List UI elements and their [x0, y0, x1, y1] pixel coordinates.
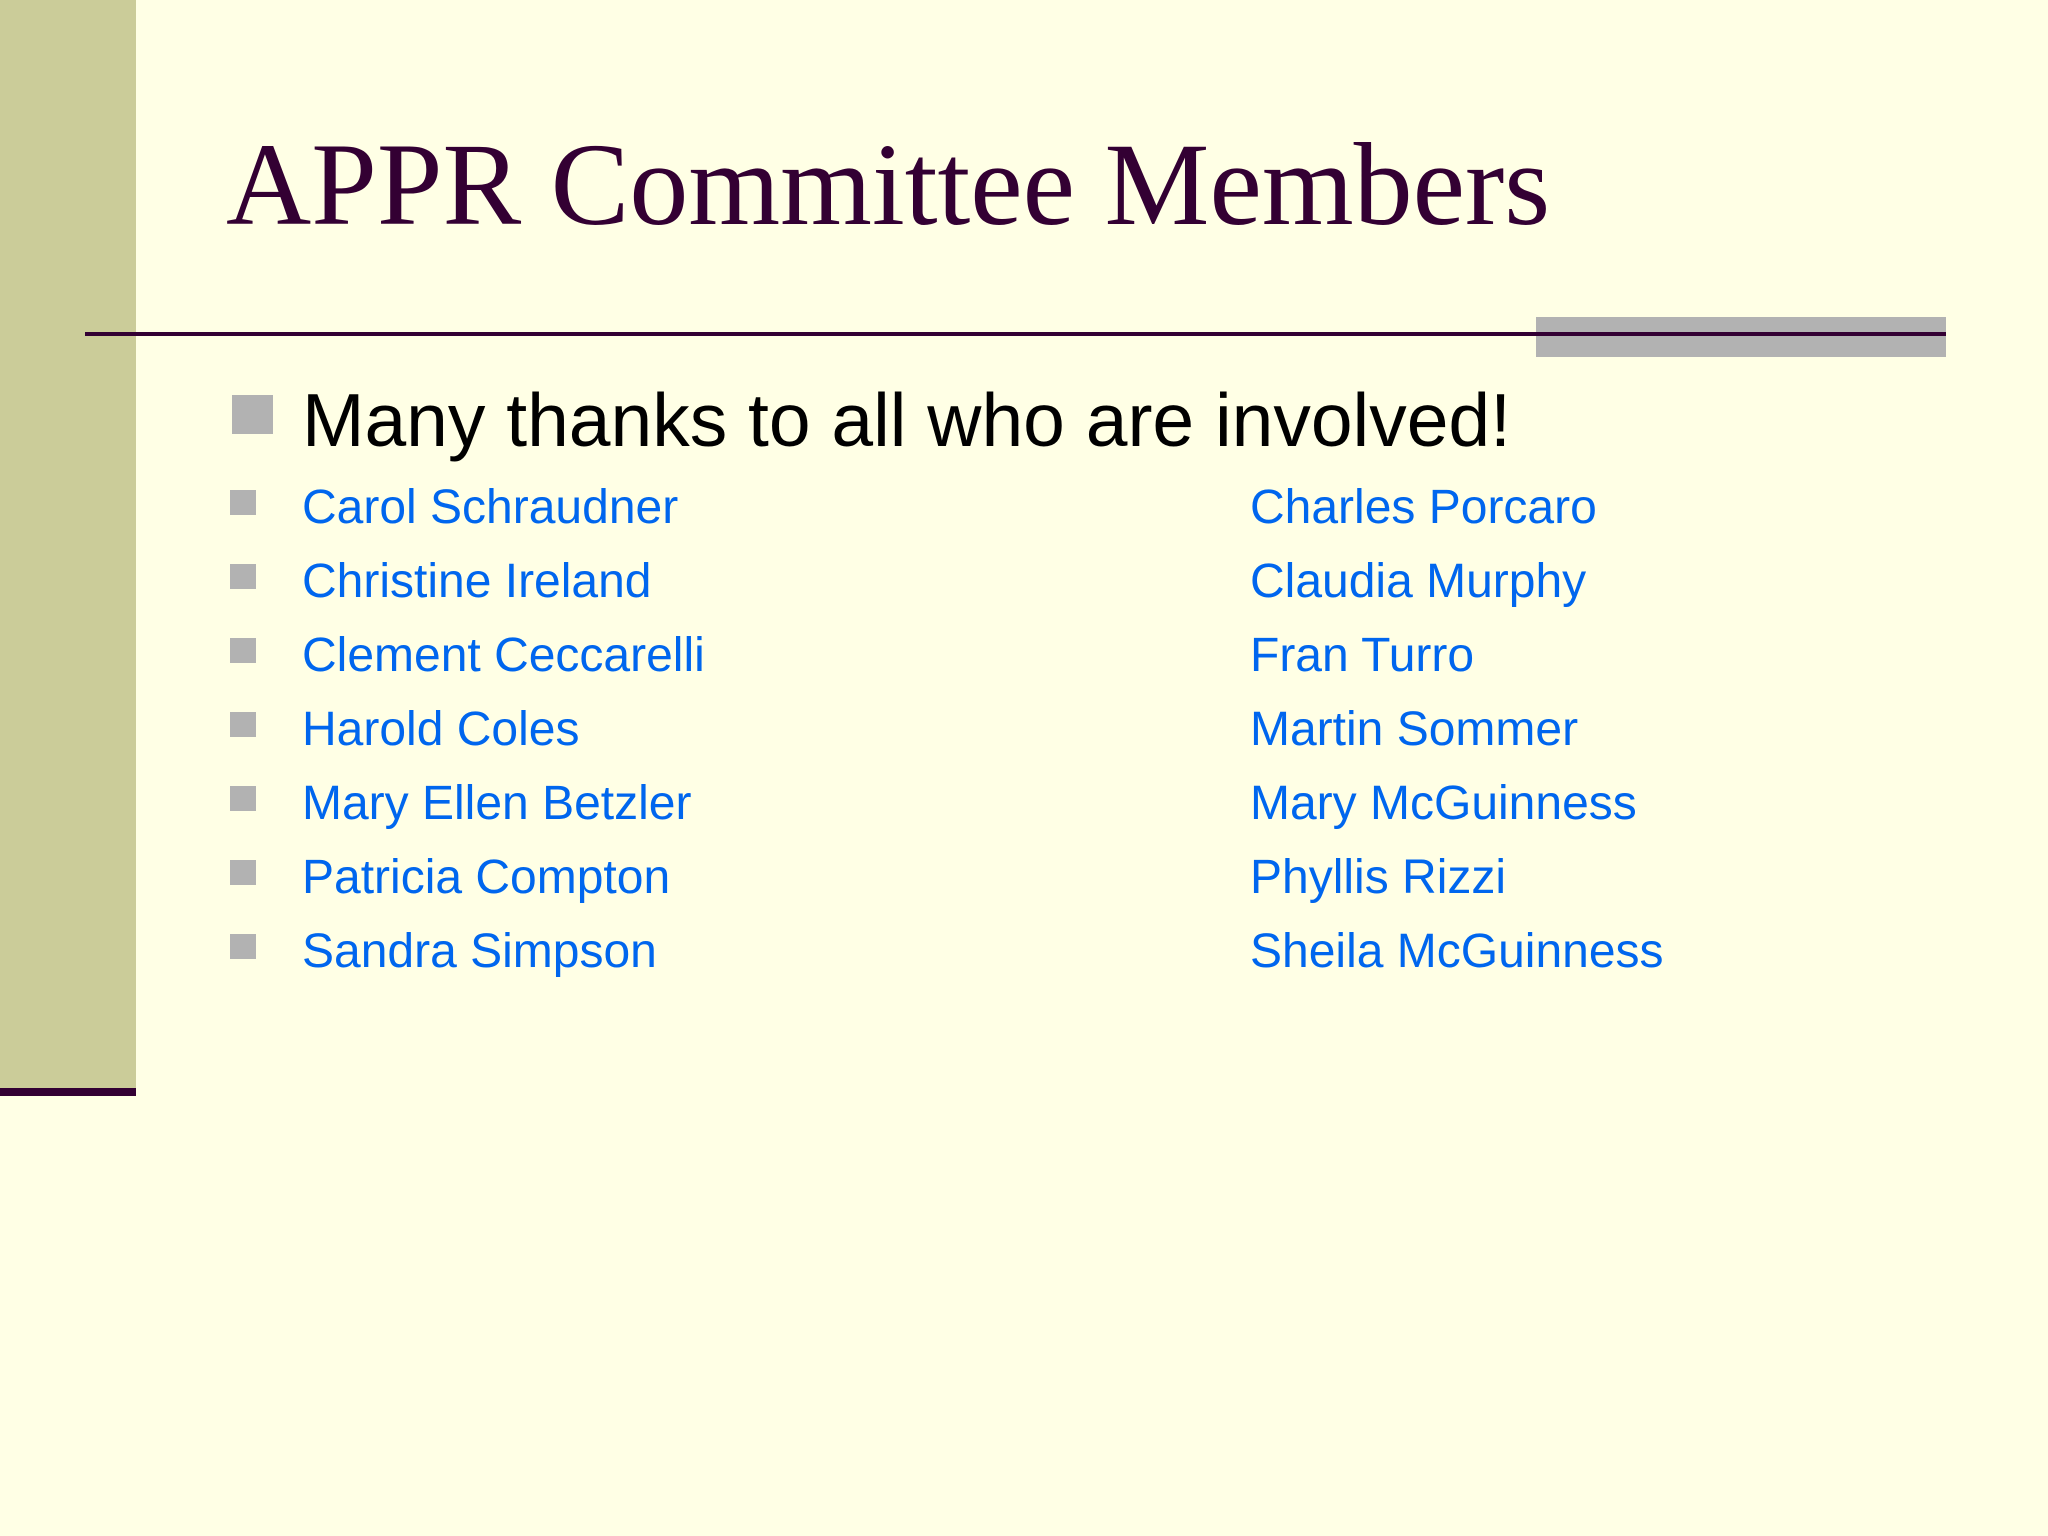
member-name: Clement Ceccarelli: [302, 629, 705, 682]
bullet-icon: [230, 786, 256, 811]
member-name: Harold Coles: [302, 703, 580, 756]
bullet-icon: [230, 712, 256, 737]
bullet-icon: [230, 638, 256, 663]
member-name: Sheila McGuinness: [1250, 925, 1664, 978]
member-name: Martin Sommer: [1250, 703, 1579, 756]
member-name: Mary McGuinness: [1250, 777, 1637, 830]
member-name: Phyllis Rizzi: [1250, 851, 1507, 904]
slide-title: APPR Committee Members: [226, 119, 1551, 250]
list-item: [0, 852, 2048, 926]
member-name: Sandra Simpson: [302, 925, 657, 978]
list-item: [0, 704, 2048, 778]
list-item: [0, 630, 2048, 704]
member-name: Patricia Compton: [302, 851, 671, 904]
list-item: [0, 778, 2048, 852]
member-name: Carol Schraudner: [302, 481, 679, 534]
list-item: [0, 482, 2048, 556]
bullet-icon: [230, 490, 256, 515]
member-name: Christine Ireland: [302, 555, 652, 608]
list-item: [0, 926, 2048, 1000]
member-name: Charles Porcaro: [1250, 481, 1597, 534]
bullet-icon: [230, 860, 256, 885]
member-name: Fran Turro: [1250, 629, 1475, 682]
bullet-icon: [230, 934, 256, 959]
lead-text: Many thanks to all who are involved!: [302, 378, 1511, 462]
member-name: Claudia Murphy: [1250, 555, 1587, 608]
member-name: Mary Ellen Betzler: [302, 777, 692, 830]
list-item: [0, 556, 2048, 630]
bullet-icon: [230, 564, 256, 589]
